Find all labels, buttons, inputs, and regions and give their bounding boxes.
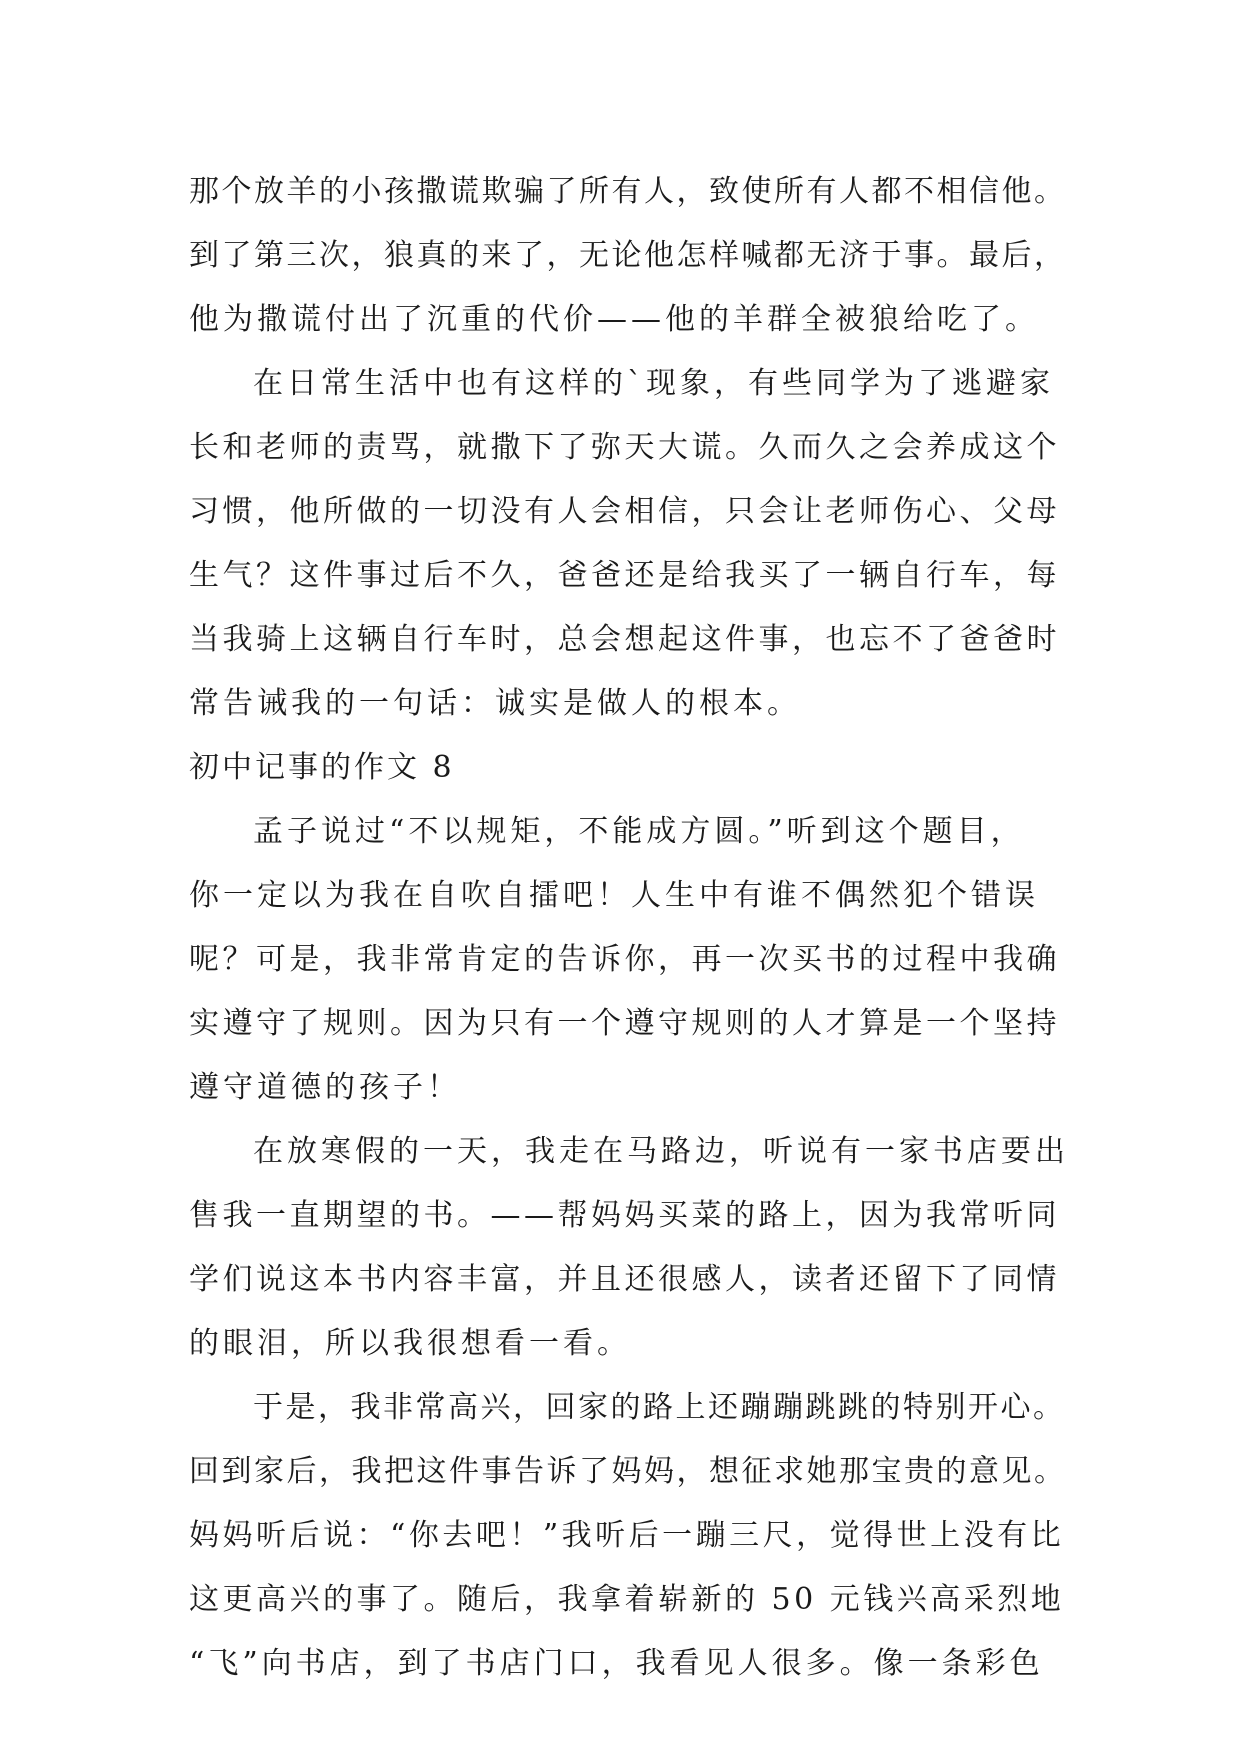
paragraph-start-line: 在日常生活中也有这样的`现象，有些同学为了逃避家 <box>253 366 1054 401</box>
text-line: 你一定以为我在自吹自擂吧！人生中有谁不偶然犯个错误 <box>189 878 1039 913</box>
paragraph-start-line: 孟子说过“不以规矩，不能成方圆。”听到这个题目， <box>253 814 1025 849</box>
text-line: 呢？可是，我非常肯定的告诉你，再一次买书的过程中我确 <box>189 942 1060 977</box>
text-line: 生气？这件事过后不久，爸爸还是给我买了一辆自行车，每 <box>189 558 1060 593</box>
text-line: 常告诫我的一句话：诚实是做人的根本。 <box>189 686 801 721</box>
text-line: 他为撒谎付出了沉重的代价——他的羊群全被狼给吃了。 <box>189 302 1039 337</box>
text-line: 回到家后，我把这件事告诉了妈妈，想征求她那宝贵的意见。 <box>189 1454 1067 1489</box>
text-line: 长和老师的责骂，就撒下了弥天大谎。久而久之会养成这个 <box>189 430 1060 465</box>
text-line: 的眼泪，所以我很想看一看。 <box>189 1326 631 1361</box>
text-line: 售我一直期望的书。——帮妈妈买菜的路上，因为我常听同 <box>189 1198 1060 1233</box>
paragraph-start-line: 于是，我非常高兴，回家的路上还蹦蹦跳跳的特别开心。 <box>253 1390 1066 1425</box>
text-line: “飞”向书店，到了书店门口，我看见人很多。像一条彩色 <box>189 1646 1044 1681</box>
section-heading: 初中记事的作文 8 <box>189 750 455 785</box>
text-line: 到了第三次，狼真的来了，无论他怎样喊都无济于事。最后， <box>189 238 1067 273</box>
text-line: 学们说这本书内容丰富，并且还很感人，读者还留下了同情 <box>189 1262 1060 1297</box>
text-line: 那个放羊的小孩撒谎欺骗了所有人，致使所有人都不相信他。 <box>189 174 1067 209</box>
text-line: 妈妈听后说：“你去吧！”我听后一蹦三尺，觉得世上没有比 <box>189 1518 1065 1553</box>
document-body <box>189 160 1069 1696</box>
text-line: 这更高兴的事了。随后，我拿着崭新的 50 元钱兴高采烈地 <box>189 1582 1065 1617</box>
text-line: 实遵守了规则。因为只有一个遵守规则的人才算是一个坚持 <box>189 1006 1060 1041</box>
text-line: 习惯，他所做的一切没有人会相信，只会让老师伤心、父母 <box>189 494 1060 529</box>
text-line: 当我骑上这辆自行车时，总会想起这件事，也忘不了爸爸时 <box>189 622 1060 657</box>
text-line: 遵守道德的孩子！ <box>189 1070 461 1105</box>
paragraph-start-line: 在放寒假的一天，我走在马路边，听说有一家书店要出 <box>253 1134 1069 1169</box>
